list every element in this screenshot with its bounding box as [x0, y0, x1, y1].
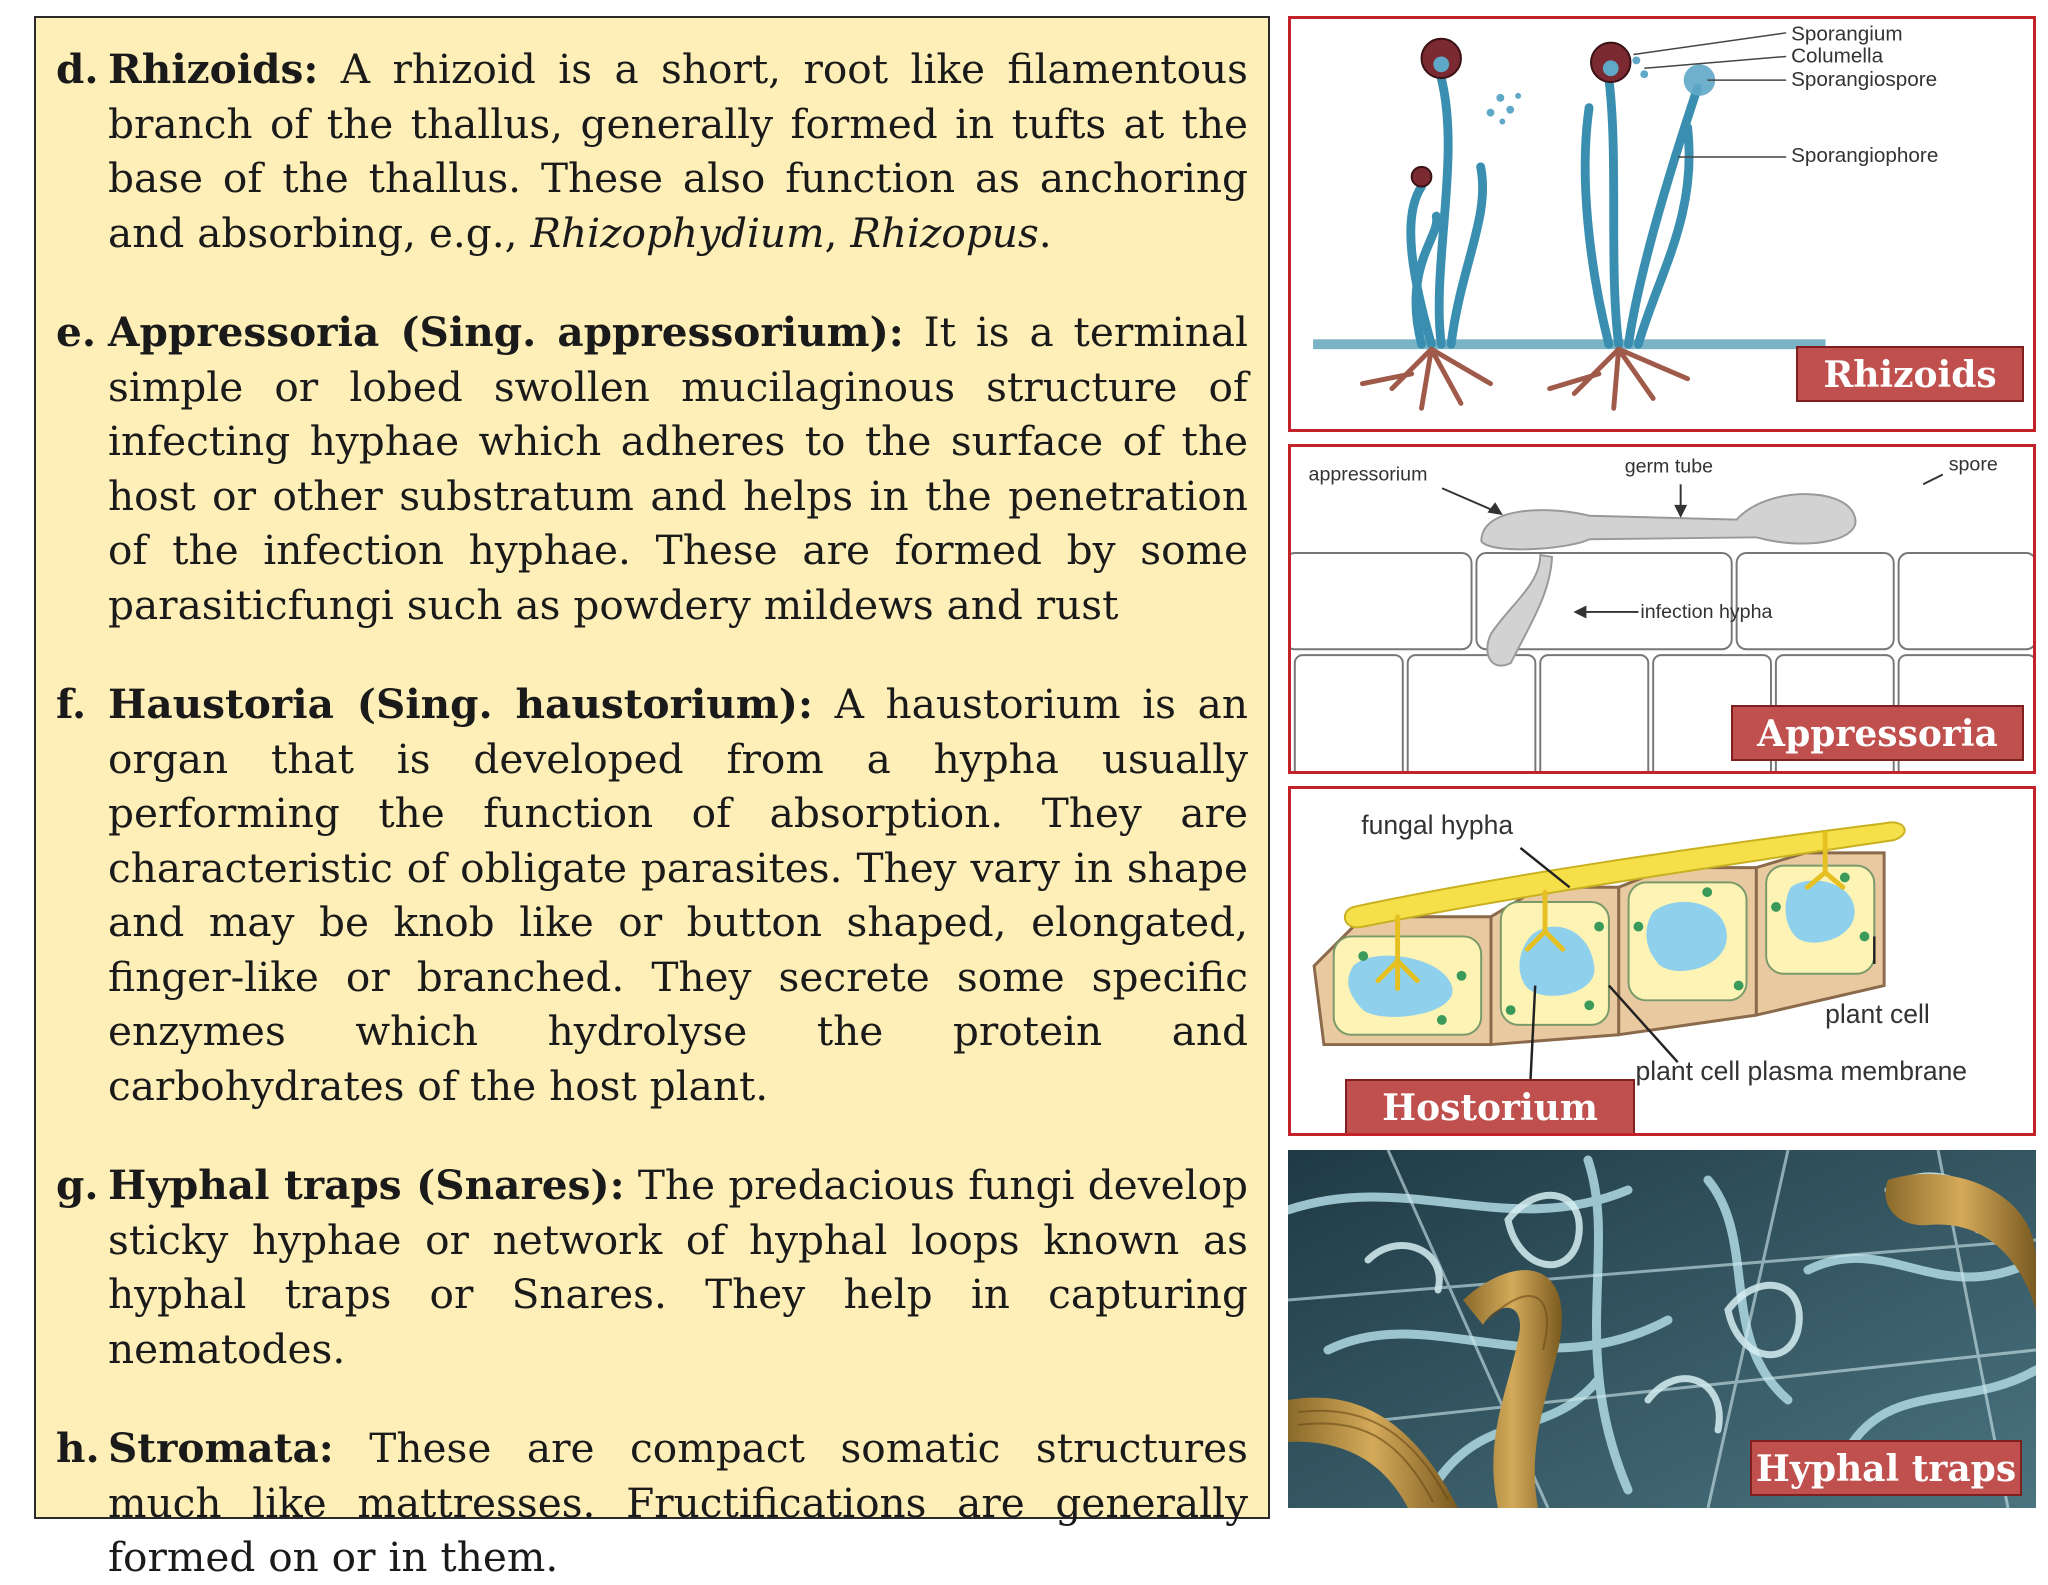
item-rhizoids [56, 42, 1248, 260]
item-marker: e. [56, 308, 96, 356]
item-text: A rhizoid is a short, root like filamentous branch of the thallus, generally formed in tufts at the base of the thallus. These also function as anchoring and absorbing, e.g., [108, 45, 1248, 257]
item-marker: h. [56, 1424, 100, 1472]
caption-haustorium: Hostorium [1345, 1079, 1635, 1135]
item-term: Stromata: [108, 1424, 334, 1472]
label-infection-hypha: infection hypha [1640, 600, 1773, 623]
item-separator: , [824, 208, 851, 257]
label-germ-tube: germ tube [1624, 455, 1714, 478]
caption-rhizoids: Rhizoids [1796, 346, 2024, 402]
label-plant-cell-plasma-membrane: plant cell plasma membrane [1635, 1055, 1968, 1086]
caption-hyphal-traps: Hyphal traps [1750, 1440, 2022, 1496]
figure-hyphal-traps [1288, 1150, 2036, 1508]
label-columella: Columella [1791, 44, 1884, 68]
label-plant-cell: plant cell [1825, 998, 1930, 1029]
item-italic: Rhizophydium [530, 208, 825, 257]
label-fungal-hypha: fungal hypha [1361, 810, 1514, 841]
label-appressorium: appressorium [1308, 463, 1428, 486]
label-sporangium: Sporangium [1791, 22, 1903, 46]
figure-rhizoids [1288, 16, 2036, 432]
item-text: The predacious fungi develop sticky hyphae or network of hyphal loops known as hyphal traps or Snares. They help in capturing nematodes. [108, 1161, 1249, 1373]
item-term: Haustoria (Sing. haustorium): [108, 680, 813, 728]
item-marker: d. [56, 45, 99, 93]
item-appressoria [56, 305, 1248, 632]
item-hyphal-traps [56, 1158, 1248, 1376]
item-marker: g. [56, 1161, 99, 1209]
text-panel [34, 16, 1270, 1581]
item-term: Hyphal traps (Snares): [108, 1161, 625, 1209]
item-term: Rhizoids: [108, 45, 319, 93]
item-end: . [1038, 208, 1052, 257]
item-haustoria [56, 677, 1248, 1113]
item-term: Appressoria (Sing. appressorium): [108, 308, 904, 356]
label-sporangiophore: Sporangiophore [1791, 143, 1939, 167]
item-text: These are compact somatic structures much like mattresses. Fructifications are generally formed on or in them. [108, 1424, 1248, 1581]
item-marker: f. [56, 680, 87, 728]
figure-haustorium [1288, 786, 2036, 1136]
item-text: A haustorium is an organ that is developed from a hypha usually performing the function of absorption. They are characteristic of obligate parasites. They vary in shape and may be knob like or button shaped, elongated, finger-like or branched. They secrete some specific enzymes which hydrolyse the protein and carbohydrates of the host plant. [108, 680, 1248, 1110]
label-sporangiospore: Sporangiospore [1791, 68, 1938, 92]
figure-appressoria [1288, 444, 2036, 774]
label-spore: spore [1948, 453, 1998, 476]
item-text: It is a terminal simple or lobed swollen mucilaginous structure of infecting hyphae which adheres to the surface of the host or other substratum and helps in the penetration of the infection hyphae. These are formed by some parasiticfungi such as powdery mildews and rust [108, 308, 1249, 629]
item-italic: Rhizopus [850, 208, 1039, 257]
item-stromata [56, 1421, 1248, 1585]
caption-appressoria: Appressoria [1731, 705, 2024, 761]
